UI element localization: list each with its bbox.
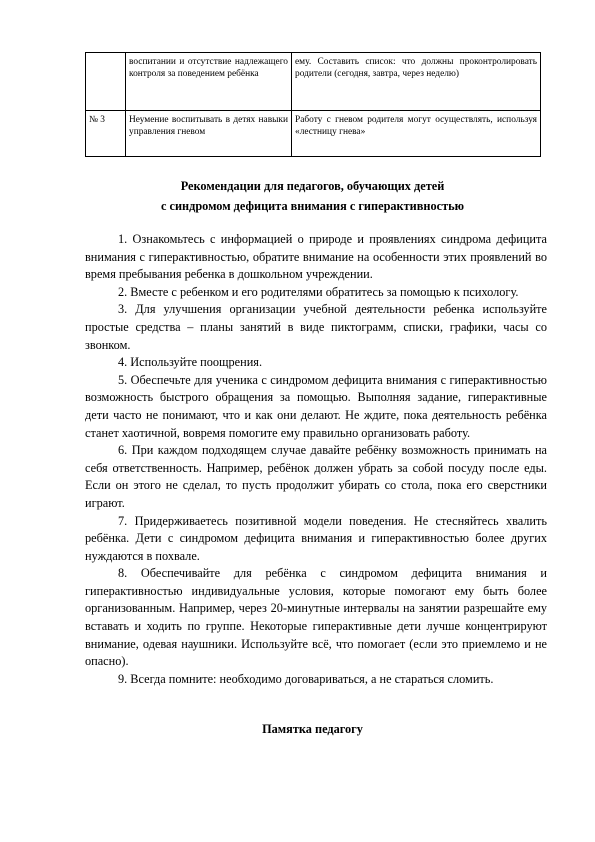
- list-item: 9. Всегда помните: необходимо договариваться, а не стараться сломить.: [118, 671, 494, 686]
- table-cell-recommendation: ему. Составить список: что должны проконтролировать родители (сегодня, завтра, через неделю): [292, 53, 541, 111]
- list-item: 4. Используйте поощрения.: [118, 355, 263, 370]
- list-item: 3. Для улучшения организации учебной деятельности ребенка используйте простые средства – планы занятий в виде пиктограмм, списки, графики, часы со звонком.: [85, 302, 547, 352]
- table-cell-problem: Неумение воспитывать в детях навыки управления гневом: [126, 111, 292, 157]
- table-row: [86, 53, 541, 111]
- recommendations-table: [85, 52, 541, 157]
- table-row: [86, 111, 541, 157]
- list-item: 5. Обеспечьте для ученика с синдромом дефицита внимания с гиперактивностью возможность быстрого обращения за помощью. Выполняя задание, гиперактивные дети часто не понимают, что и как они делают. Не ждите, пока деятельность ребёнка станет хаотичной, вовремя помогите ему правильно организовать работу.: [85, 372, 547, 440]
- list-item: 8. Обеспечивайте для ребёнка с синдромом дефицита внимания и гиперактивностью индивидуальные условия, которые помогают ему быть более организованным. Например, через 20-минутные интервалы на занятии разрешайте ему вставать и ходить по группе. Некоторые гиперактивные дети лучше концентрируют внимание, одевая наушники. Используйте всё, что помогает (если это приемлемо и не опасно).: [85, 566, 547, 669]
- table-cell-problem: воспитании и отсутствие надлежащего контроля за поведением ребёнка: [126, 53, 292, 111]
- heading-line-2: с синдромом дефицита внимания с гиперактивностью: [160, 199, 465, 213]
- memo-heading: Памятка педагогу: [262, 722, 363, 736]
- recommendations-list: [85, 231, 547, 688]
- table-cell-recommendation: Работу с гневом родителя могут осуществлять, используя «лестницу гнева»: [292, 111, 541, 157]
- table-cell-number: [86, 53, 126, 111]
- table-cell-number: № 3: [86, 111, 126, 157]
- list-item: 7. Придерживаетесь позитивной модели поведения. Не стесняйтесь хвалить ребёнка. Дети с синдромом дефицита внимания и гиперактивностью более других нуждаются в похвале.: [85, 513, 547, 563]
- recommendations-heading: [85, 176, 540, 216]
- list-item: 1. Ознакомьтесь с информацией о природе и проявлениях синдрома дефицита внимания с гиперактивностью, обратите внимание на особенности этих проявлений во время пребывания ребенка в дошкольном учреждении.: [85, 232, 547, 282]
- list-item: 2. Вместе с ребенком и его родителями обратитесь за помощью к психологу.: [118, 284, 519, 299]
- heading-line-1: Рекомендации для педагогов, обучающих детей: [180, 179, 445, 193]
- list-item: 6. При каждом подходящем случае давайте ребёнку возможность принимать на себя ответственность. Например, ребёнок должен убрать за собой посуду после еды. Если он этого не сделал, то пусть продолжит убирать со стола, пока его сверстники играют.: [85, 443, 547, 510]
